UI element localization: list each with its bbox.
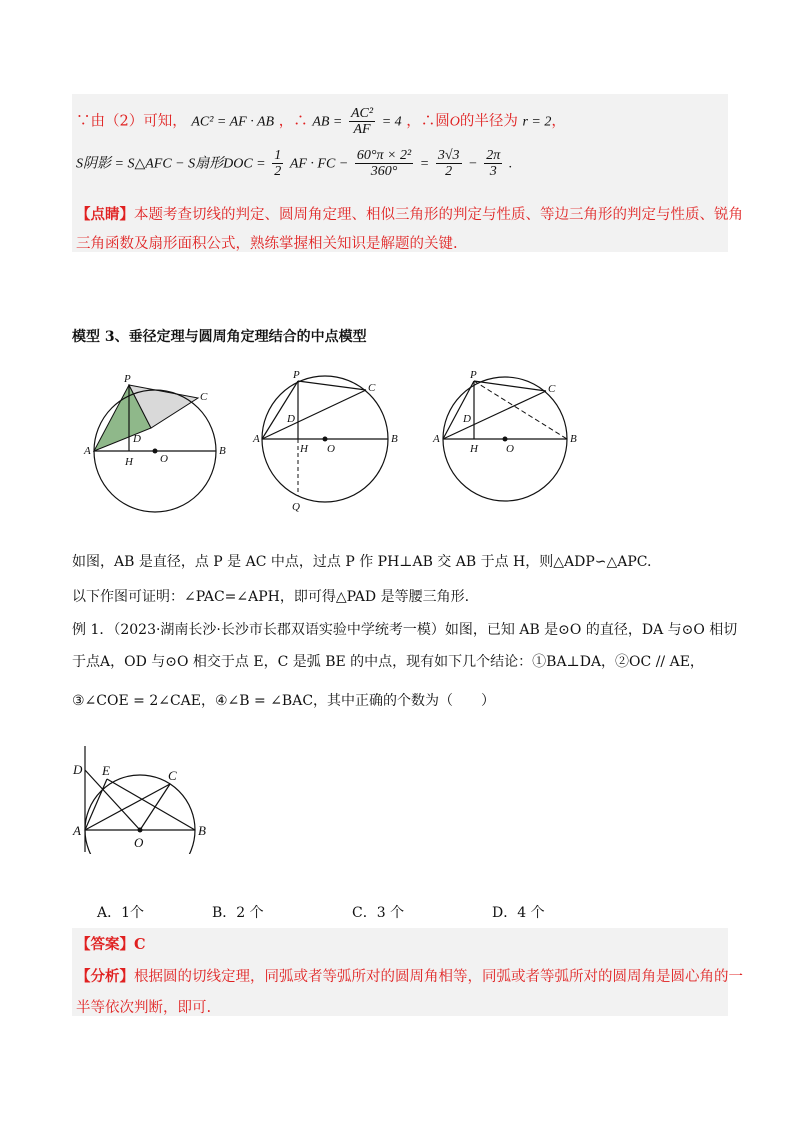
example-figure	[64, 744, 224, 854]
fig1-label-p: P	[124, 373, 131, 385]
solution-line-1	[76, 106, 566, 137]
area-lhs: S阴影 = S△AFC − S扇形DOC =	[76, 156, 266, 172]
fig1-label-c: C	[200, 391, 208, 403]
circle-o: O	[449, 114, 460, 130]
ab-fraction	[349, 106, 375, 137]
option-c[interactable]	[352, 902, 404, 922]
statement-line-1: 如图，AB 是直径，点 P 是 AC 中点，过点 P 作 PH⊥AB 交 AB 于点 H，则△ADP∽△APC.	[72, 554, 652, 570]
radius-value: r = 2	[522, 114, 552, 130]
fig1-label-o: O	[160, 453, 168, 465]
fig2-label-o: O	[327, 443, 335, 455]
solution-line-2	[76, 148, 512, 179]
result1-num: 3√3	[437, 148, 460, 163]
therefore-text: ，∴	[278, 113, 308, 130]
comment-line-1	[76, 203, 743, 224]
therefore-circle: ，∴圆	[406, 113, 450, 130]
option-c-value: 3 个	[376, 905, 405, 921]
analysis-label: 【分析】	[76, 968, 134, 985]
result-fraction-1	[436, 148, 462, 179]
ab-eq: AB =	[312, 114, 343, 130]
ex-label-b: B	[198, 823, 206, 838]
option-b-value: 2 个	[236, 905, 264, 921]
example-line-1: 例 1．（2023·湖南长沙·长沙市长郡双语实验中学统考一模）如图，已知 AB 是⊙O 的直径，DA 与⊙O 相切	[72, 622, 738, 638]
comment-text-2: 三角函数及扇形面积公式，熟练掌握相关知识是解题的关键.	[76, 236, 458, 252]
equals: =	[419, 156, 430, 172]
result2-den: 3	[489, 164, 497, 179]
example-line-2: 于点A，OD 与⊙O 相交于点 E，C 是弧 BE 的中点，现有如下几个结论：①BA⊥DA，②OC // AE，	[72, 654, 704, 670]
figure-1	[83, 373, 226, 512]
fig3-label-p: P	[470, 369, 477, 381]
model-title: 模型 3、垂径定理与圆周角定理结合的中点模型	[72, 329, 367, 345]
ab-fraction-num: AC²	[350, 106, 374, 121]
result1-den: 2	[445, 164, 453, 179]
model-figures	[0, 364, 800, 534]
answer-line	[76, 933, 146, 954]
option-c-letter: C．	[352, 905, 377, 921]
fig3-label-h: H	[470, 443, 478, 455]
answer-value: C	[134, 936, 146, 953]
figure-2	[252, 369, 398, 513]
comma: ，	[551, 113, 566, 130]
fig1-label-h: H	[125, 456, 133, 468]
option-a[interactable]	[97, 902, 144, 922]
fig2-label-d: D	[287, 413, 295, 425]
eq-ac2: AC² = AF · AB	[191, 114, 275, 130]
fig2-label-p: P	[293, 369, 300, 381]
option-a-letter: A．	[97, 905, 122, 921]
option-d-letter: D．	[492, 905, 518, 921]
minus: −	[468, 156, 478, 172]
half-fraction	[272, 148, 283, 179]
half-den: 2	[274, 164, 282, 179]
ex-label-a: A	[73, 823, 81, 838]
statement-line-2: 以下作图可证明：∠PAC=∠APH，即可得△PAD 是等腰三角形.	[72, 589, 470, 605]
fig3-label-a: A	[433, 433, 440, 445]
comment-text-1: 本题考查切线的判定、圆周角定理、相似三角形的判定与性质、等边三角形的判定与性质、锐角	[134, 207, 743, 223]
fig2-label-c: C	[368, 382, 376, 394]
option-d[interactable]	[492, 902, 545, 922]
analysis-text-1: 根据圆的切线定理，同弧或者等弧所对的圆周角相等，同弧或者等弧所对的圆周角是圆心角的一	[134, 969, 743, 985]
analysis-line-2: 半等依次判断，即可.	[76, 1000, 212, 1016]
fig2-label-q: Q	[292, 501, 300, 513]
option-b[interactable]	[212, 902, 264, 922]
example-line-3: ③∠COE = 2∠CAE，④∠B = ∠BAC，其中正确的个数为（ ）	[72, 693, 496, 709]
period: .	[508, 156, 513, 172]
af-fc: AF · FC −	[289, 156, 349, 172]
answer-label: 【答案】	[76, 936, 134, 953]
ab-value: = 4	[381, 114, 402, 130]
because-text: ∵由（2）可知，	[76, 113, 187, 130]
ex-label-e: E	[102, 763, 110, 778]
sector-num: 60°π × 2²	[356, 148, 412, 163]
fig2-label-b: B	[391, 433, 398, 445]
comment-label: 【点睛】	[76, 206, 134, 223]
radius-text: 的半径为	[459, 113, 518, 130]
fig1-label-b: B	[219, 445, 226, 457]
option-a-value: 1个	[121, 905, 145, 921]
analysis-line-1	[76, 965, 743, 986]
fig3-label-b: B	[570, 433, 577, 445]
sector-fraction	[355, 148, 413, 179]
half-num: 1	[274, 148, 282, 163]
fig1-label-a: A	[84, 445, 91, 457]
comment-line-2	[76, 232, 458, 253]
option-d-value: 4 个	[517, 905, 545, 921]
result-fraction-2	[484, 148, 502, 179]
fig3-label-d: D	[463, 413, 471, 425]
figure-3	[432, 369, 577, 501]
fig2-label-a: A	[253, 433, 260, 445]
fig3-label-o: O	[506, 443, 514, 455]
result2-num: 2π	[486, 148, 501, 163]
sector-den: 360°	[370, 164, 398, 179]
ex-label-d: D	[73, 762, 83, 777]
fig2-label-h: H	[300, 443, 308, 455]
ex-label-o: O	[134, 835, 144, 850]
option-b-letter: B．	[212, 905, 237, 921]
ab-fraction-den: AF	[353, 122, 371, 137]
ex-label-c: C	[168, 768, 177, 783]
fig1-label-d: D	[133, 433, 141, 445]
fig3-label-c: C	[548, 383, 556, 395]
